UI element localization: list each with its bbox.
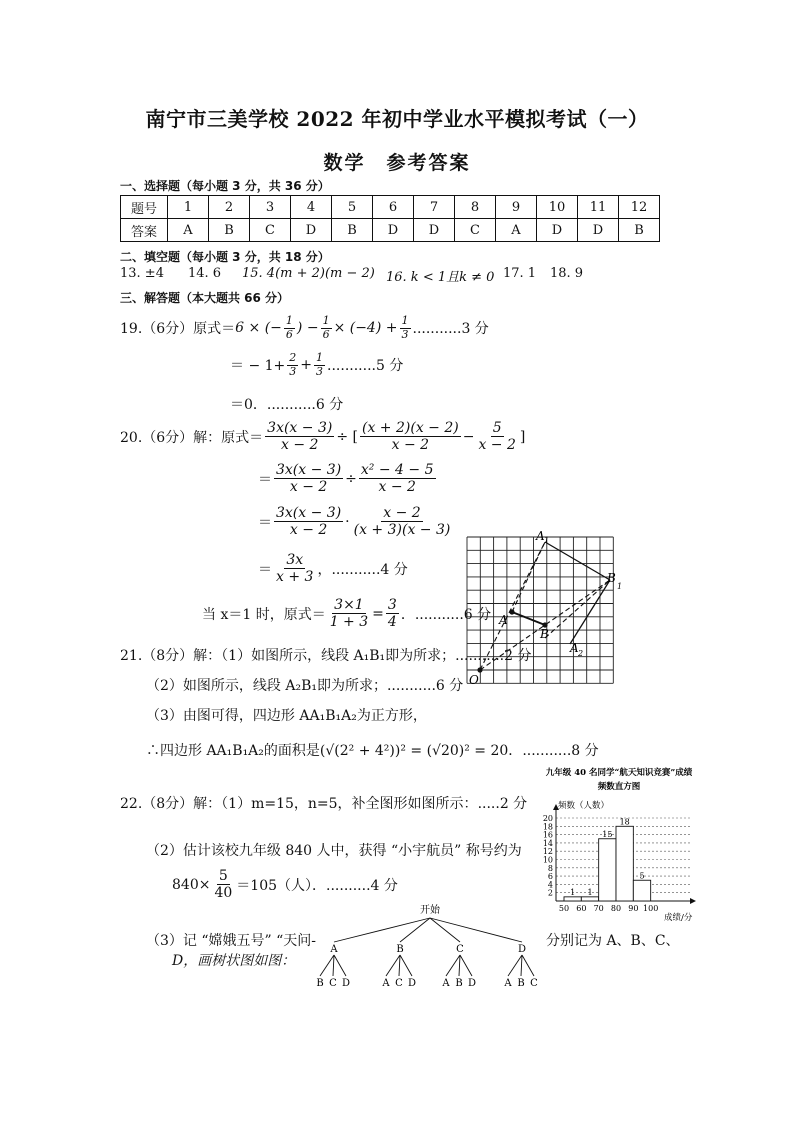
y-tick-label: 20 [542,814,553,823]
table-cell: 2 [209,196,250,219]
bar [616,826,633,901]
q22-points-4: ..........4 分 [326,877,398,894]
histogram-chart [522,765,717,925]
q22-part1 [120,793,527,813]
q22-part2: （2）估计该校九年级 840 人中，获得 “小宇航员” 称号约为 [146,843,522,859]
tree-edge [320,955,334,976]
tree-leaf: A [504,978,512,989]
y-tick-label: 10 [542,855,553,865]
tree-leaf: A [442,978,450,989]
q22-points-2: .....2 分 [477,796,528,812]
bar-data-label: 15 [602,829,613,839]
point-A [509,609,514,614]
q19-line1: 19.（6分）原式＝ 6 × (− $\frac{1}{6}$ ) − $\frac{1}{6}$ × (−4) + $\frac{1}{3}$ ...........3 分 [120,314,489,341]
table-cell: 4 [291,196,332,219]
x-tick-label: 70 [593,904,604,913]
fraction: $\frac{1}{3}$ [316,351,324,378]
label-B1: B [607,571,616,585]
bar [564,897,581,901]
y-tick-label: 4 [547,880,553,890]
table-cell: D [414,219,455,242]
table-row [121,219,660,242]
table-cell: 10 [537,196,578,219]
table-cell: D [291,219,332,242]
label-A1-sub: 1 [544,536,550,545]
table-cell: 3 [250,196,291,219]
point-O [477,667,482,672]
table-cell: 5 [332,196,373,219]
section1-heading: 一、选择题（每小题 3 分，共 36 分） [120,179,330,193]
table-cell: B [332,219,373,242]
tree-edge [399,955,400,976]
fraction: $\frac{3x(x - 3)}{x - 2}$ [267,420,333,454]
tree-leaf: D [407,978,417,989]
table-header-cell: 答案 [121,219,168,242]
q21-part2 [146,675,463,695]
table-cell: A [168,219,209,242]
segment-AB [512,612,545,625]
q20-line4: ＝ $\frac{3x}{x + 3}$ ， ...........4 分 [258,552,408,586]
q21-conclusion [146,740,599,760]
table-cell: D [578,219,619,242]
table-cell: 9 [496,196,537,219]
label-B1-sub: 1 [617,582,623,591]
fraction: $\frac{3x(x - 3)}{x - 2}$ [276,505,342,539]
tree-node-C: C [456,944,464,955]
tree-edge [508,955,522,976]
fraction: $\frac{\text{x² − 4 − 5}}{x - 2}$ [360,462,434,496]
page-subtitle: 数学 参考答案 [323,152,471,174]
q20-points-6: ...........6 分 [414,606,492,623]
section2-heading: 二、填空题（每小题 3 分，共 18 分） [120,250,330,264]
tree-edge [334,955,346,976]
fraction: $\frac{3\times 1}{1 + 3}$ [329,597,369,631]
bar-data-label: 18 [619,817,630,827]
x-tick-label: 60 [576,904,587,913]
fraction: $\frac{x - 2}{(x + 3)(x - 3)}$ [353,505,451,539]
q22-part3a: （3）记 “嫦娥五号” “天问- [146,933,317,949]
chart-title: 九年级 40 名同学“航天知识竞赛”成绩 [545,768,693,778]
q21-part2-text: （2）如图所示，线段 A₂B₁即为所求； [146,678,387,694]
table-cell: B [619,219,660,242]
y-tick-label: 14 [542,838,553,848]
table-cell: C [455,219,496,242]
tree-leaf: C [395,978,403,989]
chart-subtitle: 频数直方图 [597,782,641,792]
table-row [121,196,660,219]
label-A2: A [570,641,579,655]
table-cell: 7 [414,196,455,219]
tree-edge [446,955,460,976]
x-tick-label: 90 [628,904,639,913]
label-A2-sub: 2 [578,649,584,658]
fill-answer-14: 14. 6 [188,266,222,281]
fill-answer-17: 17. 1 [503,266,537,281]
fraction: $\frac{1}{6}$ [285,314,293,341]
q22-calc-suffix: ＝105（人）． [236,877,327,894]
bar [581,897,598,901]
tree-edge [386,955,400,976]
tree-root: 开始 [420,905,440,916]
tree-edge [400,955,412,976]
fraction: $\frac{(x + 2)(x - 2)}{x - 2}$ [362,420,459,454]
x-axis-label: 成绩/分 [664,913,693,923]
bar [599,839,616,901]
bar-data-label: 1 [570,887,576,897]
tree-edge [459,955,460,976]
y-tick-label: 8 [547,863,553,873]
q20-line1: 20.（6分）解：原式＝ $\frac{3x(x - 3)}{x - 2}$ ÷ [ $\frac{(x + 2)(x - 2)}{x - 2}$ − $\frac{5}{x - 2}$ ] [120,420,526,454]
table-cell: 12 [619,196,660,219]
q21-points-2: ...........2 分 [455,648,532,664]
tree-leaf: B [517,978,525,989]
q21-part3: （3）由图可得，四边形 AA₁B₁A₂为正方形， [146,708,427,724]
q21-label: 21.（8分）解：（1）如图所示，线段 A₁B₁即为所求； [120,648,456,664]
tree-leaf: B [316,978,324,989]
y-tick-label: 12 [542,847,553,857]
fill-answer-13: 13. ±4 [120,266,164,281]
y-axis-label: 频数（人数） [558,801,610,811]
chart-body [543,804,696,913]
x-axis-arrow [690,898,696,904]
tree-leaf: C [530,978,538,989]
bar [633,880,650,901]
table-cell: A [496,219,537,242]
tree-edge [522,955,534,976]
q21-part1 [120,645,532,665]
table-cell: C [250,219,291,242]
y-tick-label: 2 [547,888,553,898]
q20-line2: ＝ $\frac{3x(x - 3)}{x - 2}$ ÷ $\frac{\text{x² − 4 − 5}}{x - 2}$ [258,462,434,496]
q21-points-8: ...........8 分 [522,743,599,759]
fraction: $\frac{5}{x - 2}$ [478,420,516,454]
tree-node-B: B [396,944,404,955]
tree-node-A: A [330,944,338,955]
table-cell: B [209,219,250,242]
table-cell: 6 [373,196,414,219]
answer-table [120,195,660,242]
q22-part3b: 分别记为 A、B、C、 [546,933,680,949]
q22-calc-den: 40 [214,885,233,902]
q22-calc-num: 5 [218,868,228,884]
q20-line3: ＝ $\frac{3x(x - 3)}{x - 2}$ · $\frac{x - 2}{(x + 3)(x - 3)}$ [258,505,451,539]
q19-points-5: ...........5 分 [327,358,404,375]
coordinate-grid-figure [462,529,632,692]
q22-calc [172,868,398,901]
label-A: A [499,613,508,627]
q20-label: 20.（6分）解：原式＝ [120,429,264,446]
tree-leaf: B [455,978,463,989]
tree-branches [316,918,538,989]
fraction [212,868,234,901]
tree-node-D: D [517,944,527,955]
table-header-cell: 题号 [121,196,168,219]
y-tick-label: 6 [547,872,553,882]
fill-answer-18: 18. 9 [550,266,584,281]
q21-points-6: ...........6 分 [386,678,464,694]
table-cell: D [373,219,414,242]
section3-heading: 三、解答题（本大题共 66 分） [120,291,290,305]
q20-when: 当 x＝1 时，原式＝ [202,606,326,623]
tree-edge [333,955,334,976]
table-cell: 1 [168,196,209,219]
fraction: $\frac{3x(x - 3)}{x - 2}$ [276,462,342,496]
tree-leaf: D [467,978,477,989]
fill-answer-16: 16. k < 1且k ≠ 0 [386,270,495,285]
q22-label: 22.（8分）解：（1）m=15，n=5，补全图形如图所示： [120,796,478,812]
tree-edge [521,955,522,976]
q19-line2: ＝ − 1+ $\frac{2}{3}$ + $\frac{1}{3}$ ...........5 分 [230,351,404,378]
x-tick-label: 100 [643,904,659,913]
tree-leaf: D [341,978,351,989]
fraction: $\frac{3x}{x + 3}$ [276,552,314,586]
q19-points-3: ...........3 分 [412,321,489,338]
table-cell: D [537,219,578,242]
q21-conclusion-text: ∴四边形 AA₁B₁A₂的面积是(√(2² + 4²))² = (√20)² = 20． [146,743,523,759]
q22-calc-prefix: 840× [172,876,211,893]
table-cell: 8 [455,196,496,219]
q22-part3c: D，画树状图如图： [172,953,296,969]
x-tick-label: 50 [558,904,570,913]
fraction: $\frac{2}{3}$ [289,351,297,378]
tree-leaf: C [329,978,337,989]
q19-line3: ＝0．...........6 分 [230,397,344,413]
tree-edge [430,918,522,942]
label-A1: A [536,529,545,543]
label-B: B [540,627,549,641]
tree-leaf: A [382,978,390,989]
fraction: $\frac{3}{4}$ [387,597,397,631]
fill-answer-15: 15. 4(m + 2)(m − 2) [242,266,375,281]
y-tick-label: 16 [542,830,553,840]
x-tick-label: 80 [610,904,622,913]
q20-line5: 当 x＝1 时，原式＝ $\frac{3\times 1}{1 + 3}$ = $\frac{3}{4}$ ． ...........6 分 [202,597,492,631]
y-tick-label: 18 [542,822,553,832]
bar-data-label: 1 [587,887,593,897]
tree-edge [460,955,472,976]
q19-label: 19.（6分）原式＝ [120,321,236,338]
page-title: 南宁市三美学校 2022 年初中学业水平模拟考试（一） [145,107,649,131]
fraction: $\frac{1}{3}$ [401,314,409,341]
label-O: O [469,673,479,687]
fraction: $\frac{1}{6}$ [322,314,330,341]
table-cell: 11 [578,196,619,219]
segment-A2B1 [570,580,610,644]
tree-diagram [300,902,560,997]
bar-data-label: 5 [639,871,645,881]
q20-points-4: ...........4 分 [331,561,408,578]
